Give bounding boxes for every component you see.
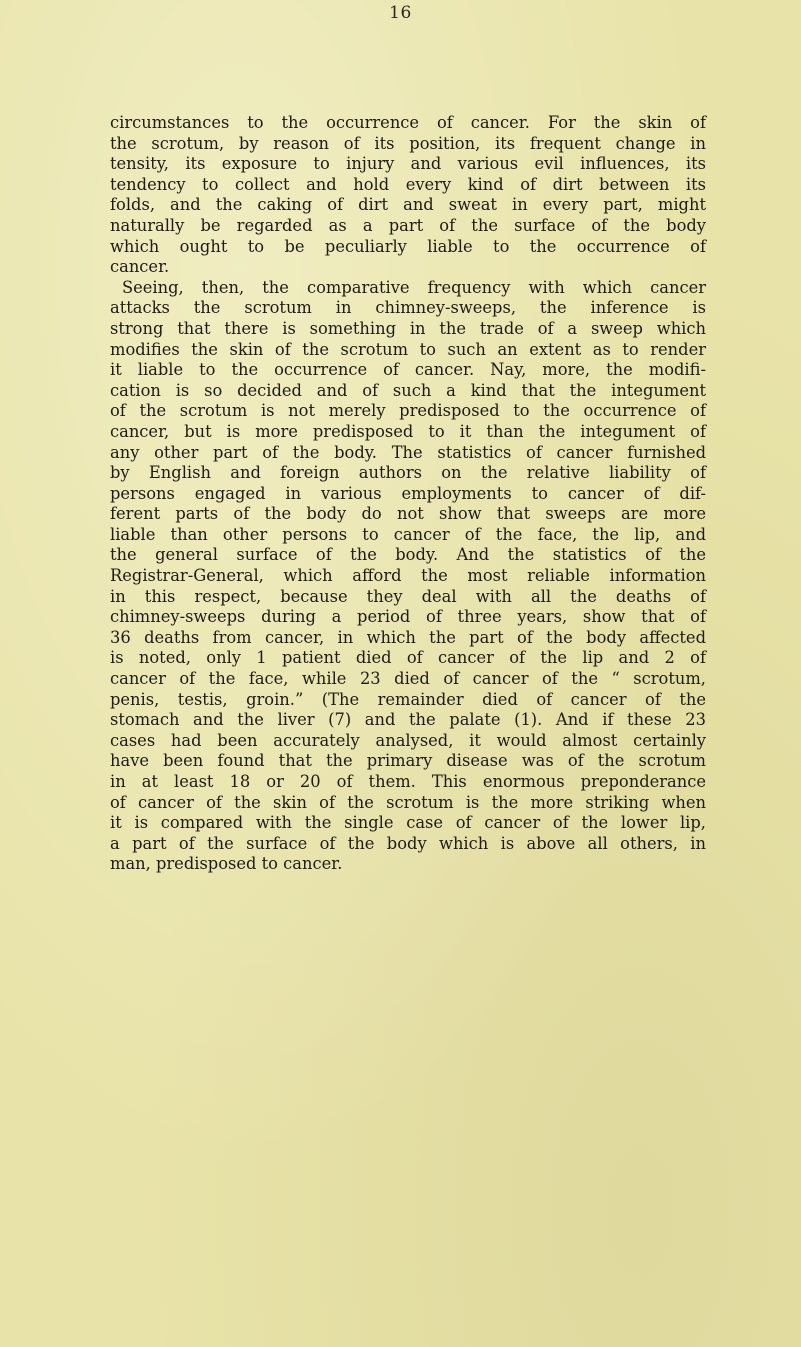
text-line: a part of the surface of the body which is above all others, in — [110, 833, 706, 853]
text-line: penis, testis, groin.” (The remainder died of cancer of the — [110, 689, 706, 709]
text-line: ferent parts of the body do not show that sweeps are more — [110, 504, 706, 524]
text-line: it is compared with the single case of cancer of the lower lip, — [110, 813, 706, 833]
text-line: of cancer of the skin of the scrotum is the more striking when — [110, 792, 706, 812]
text-line: tendency to collect and hold every kind of dirt between its — [110, 174, 706, 194]
body-text — [110, 113, 706, 875]
text-line: folds, and the caking of dirt and sweat in every part, might — [110, 195, 706, 215]
text-line: cancer. — [110, 257, 170, 277]
text-line: by English and foreign authors on the relative liability of — [110, 463, 706, 483]
text-line: stomach and the liver (7) and the palate (1). And if these 23 — [110, 710, 706, 730]
text-line: which ought to be peculiarly liable to the occurrence of — [110, 236, 706, 256]
text-line: chimney-sweeps during a period of three years, show that of — [110, 607, 706, 627]
text-line: persons engaged in various employments to cancer of dif- — [110, 483, 706, 503]
text-line: cancer, but is more predisposed to it than the integument of — [110, 421, 706, 441]
text-line: 36 deaths from cancer, in which the part of the body affected — [110, 627, 706, 647]
paragraph-2 — [110, 278, 706, 875]
text-line: of the scrotum is not merely predisposed to the occurrence of — [110, 401, 706, 421]
text-line: any other part of the body. The statistics of cancer furnished — [110, 442, 706, 462]
text-line: Seeing, then, the comparative frequency with which cancer — [122, 277, 706, 297]
text-line: tensity, its exposure to injury and various evil influences, its — [110, 154, 706, 174]
text-line: the general surface of the body. And the statistics of the — [110, 545, 706, 565]
text-line: circumstances to the occurrence of cancer. For the skin of — [110, 113, 706, 132]
text-line: in this respect, because they deal with all the deaths of — [110, 586, 706, 606]
text-line: strong that there is something in the trade of a sweep which — [110, 318, 706, 338]
text-line: cation is so decided and of such a kind that the integument — [110, 380, 706, 400]
text-line: Registrar-General, which afford the most reliable information — [110, 566, 706, 586]
text-line: the scrotum, by reason of its position, its frequent change in — [110, 133, 706, 153]
paragraph-1 — [110, 113, 706, 278]
page-number: 16 — [389, 3, 412, 23]
text-line: it liable to the occurrence of cancer. Nay, more, the modifi- — [110, 360, 706, 380]
text-line: naturally be regarded as a part of the surface of the body — [110, 215, 706, 235]
text-line: liable than other persons to cancer of the face, the lip, and — [110, 524, 706, 544]
text-line: man, predisposed to cancer. — [110, 854, 343, 874]
text-line: have been found that the primary disease was of the scrotum — [110, 751, 706, 771]
text-line: in at least 18 or 20 of them. This enormous preponderance — [110, 772, 706, 791]
text-line: is noted, only 1 patient died of cancer of the lip and 2 of — [110, 648, 706, 668]
text-line: attacks the scrotum in chimney-sweeps, the inference is — [110, 298, 706, 318]
text-line: cases had been accurately analysed, it would almost certainly — [110, 730, 706, 750]
text-line: modifies the skin of the scrotum to such an extent as to render — [110, 339, 706, 359]
text-line: cancer of the face, while 23 died of cancer of the “ scrotum, — [110, 669, 706, 689]
